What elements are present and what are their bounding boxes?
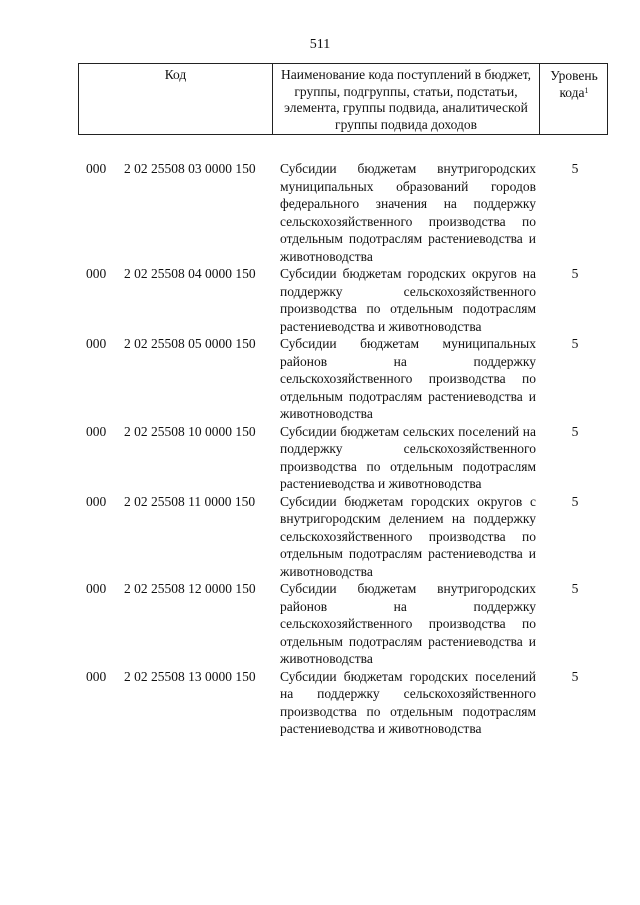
header-level-footnote: 1 [584,86,589,95]
table-row [0,423,640,493]
table-row [0,335,640,423]
row-name: Субсидии бюджетам муниципальных районов на поддержку сельскохозяйственного производства по отдельным подотраслям растениеводства и животноводства [280,336,536,421]
row-admin-code: 000 [86,581,107,596]
row-name: Субсидии бюджетам городских округов на поддержку сельскохозяйственного производства по отдельным подотраслям растениеводства и животноводства [280,266,536,334]
row-income-code: 2 02 25508 13 0000 150 [124,668,256,684]
table-row [0,668,640,738]
row-name: Субсидии бюджетам внутригородских районов на поддержку сельскохозяйственного производства по отдельным подотраслям растениеводства и животноводства [280,581,536,666]
table-header [78,63,608,135]
row-name: Субсидии бюджетам городских округов с внутригородским делением на поддержку сельскохозяйственного производства по отдельным подотраслям растениеводства и животноводства [280,493,536,579]
row-level: 5 [571,336,579,351]
page-number: 511 [309,37,331,52]
header-name: Наименование кода поступлений в бюджет, группы, подгруппы, статьи, подстатьи, элемента, группы подвида, аналитической группы подвида доходов [272,64,539,134]
table-body [0,160,640,738]
row-level: 5 [571,161,579,176]
row-admin-code: 000 [86,668,107,684]
row-income-code: 2 02 25508 05 0000 150 [124,336,256,351]
row-admin-code: 000 [86,161,107,176]
row-level: 5 [571,581,579,596]
row-income-code: 2 02 25508 10 0000 150 [124,423,256,439]
table-row [0,493,640,581]
table-row [0,265,640,335]
header-level-text: Уровень кода [550,68,598,100]
row-income-code: 2 02 25508 04 0000 150 [124,266,256,281]
row-name: Субсидии бюджетам городских поселений на поддержку сельскохозяйственного производства по отдельным подотраслям растениеводства и животноводства [280,668,536,736]
table-row [0,580,640,668]
row-level: 5 [571,423,579,439]
row-income-code: 2 02 25508 03 0000 150 [124,161,256,176]
row-name: Субсидии бюджетам сельских поселений на поддержку сельскохозяйственного производства по отдельным подотраслям растениеводства и животноводства [280,423,536,491]
row-name: Субсидии бюджетам внутригородских муниципальных образований городов федерального значения на поддержку сельскохозяйственного производства по отдельным подотраслям растениеводства и животноводства [280,161,536,264]
row-admin-code: 000 [86,266,107,281]
row-income-code: 2 02 25508 11 0000 150 [124,493,256,509]
row-admin-code: 000 [86,423,107,439]
row-level: 5 [571,493,579,509]
row-level: 5 [571,668,579,684]
row-income-code: 2 02 25508 12 0000 150 [124,581,256,596]
header-code: Код [164,67,187,82]
row-admin-code: 000 [86,493,107,509]
header-level [539,64,608,134]
row-level: 5 [571,266,579,281]
table-row [0,160,640,265]
row-admin-code: 000 [86,336,107,351]
